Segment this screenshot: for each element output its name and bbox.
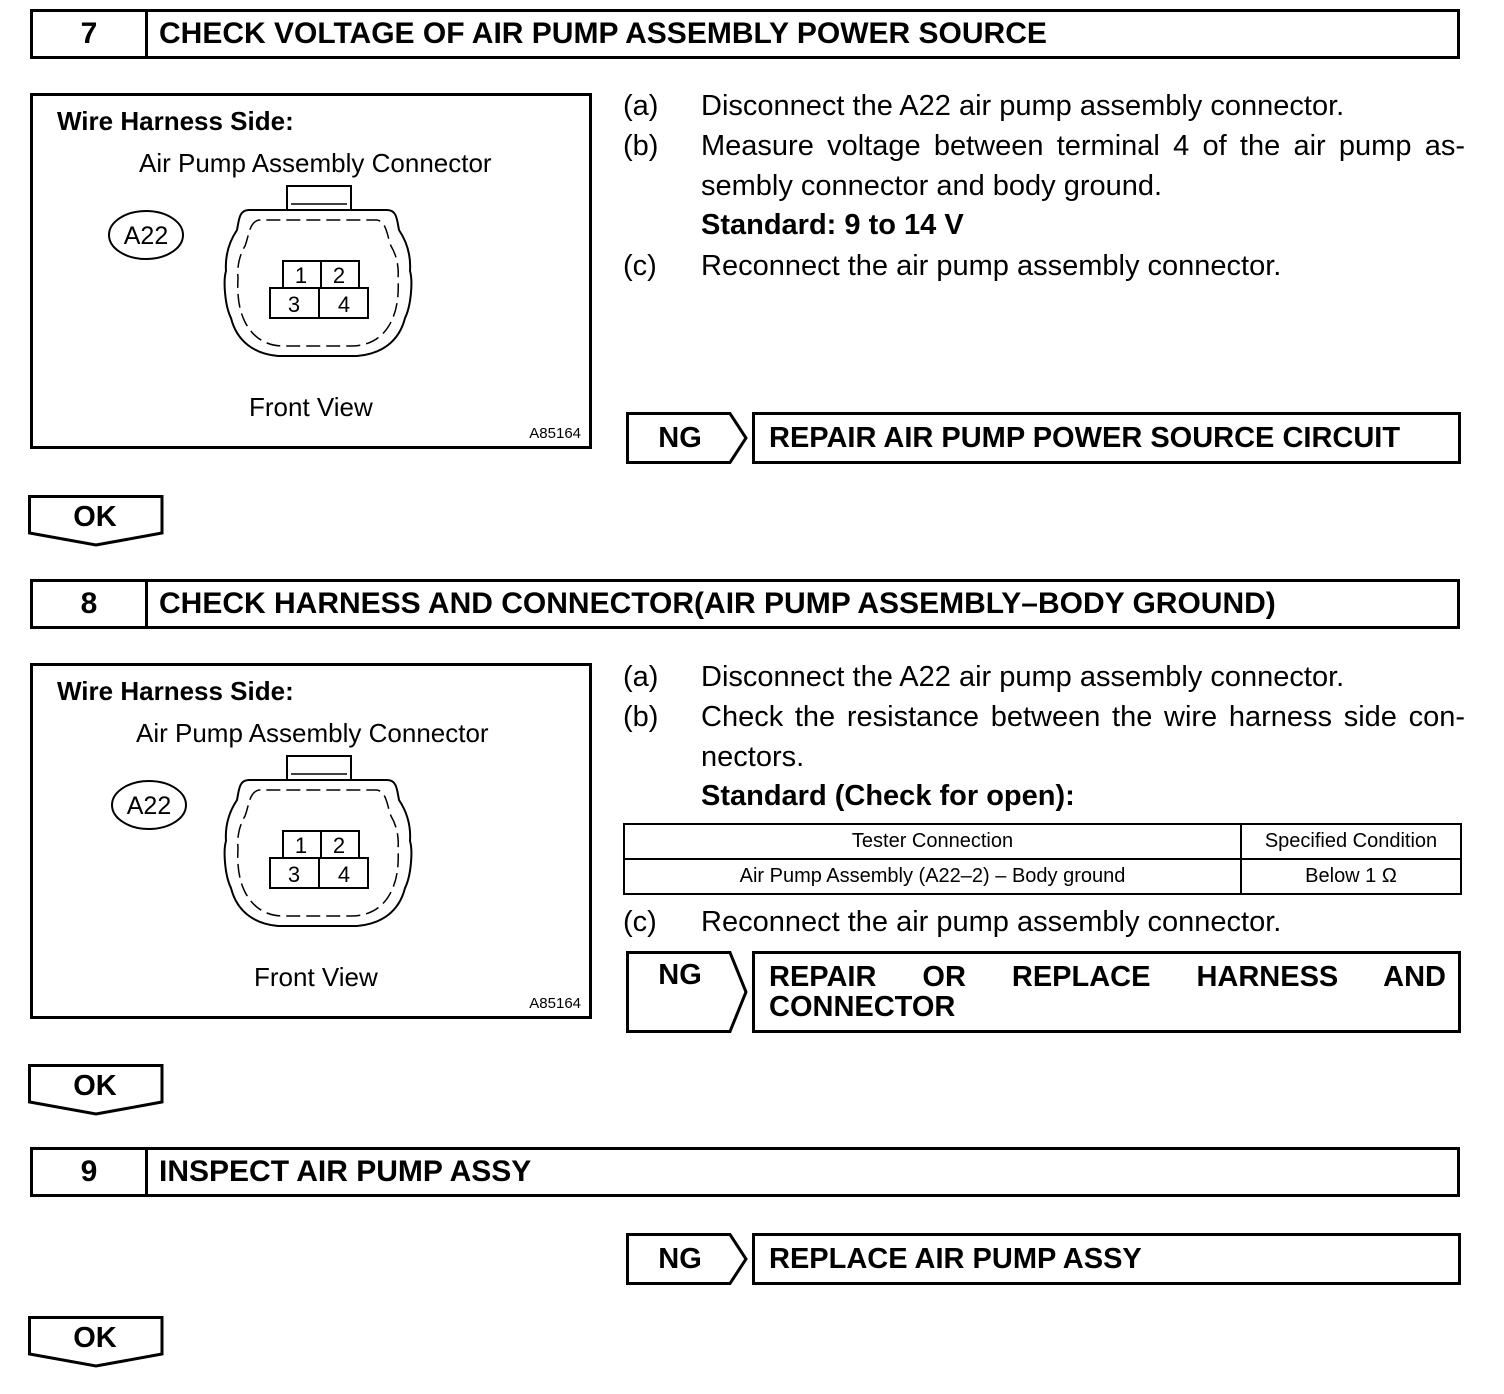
figure-id: A85164 (529, 425, 581, 442)
connector-figure (30, 663, 592, 1019)
ng-indicator (626, 951, 748, 1033)
ng-indicator (626, 412, 748, 464)
pin-1: 1 (294, 833, 308, 858)
front-view-label: Front View (254, 962, 378, 992)
ng-label: NG (658, 959, 702, 991)
step-label: (a) (623, 90, 659, 122)
ng-action: REPLACE AIR PUMP ASSY (752, 1233, 1461, 1285)
pin-4: 4 (337, 862, 351, 887)
step-text: Measure voltage between terminal 4 of the air pump as- sembly connector and body ground. (701, 130, 1465, 202)
step-7-header (30, 9, 1460, 59)
pin-3: 3 (287, 862, 301, 887)
wire-harness-side-label: Wire Harness Side: (57, 106, 294, 136)
step-label: (a) (623, 661, 659, 693)
spec-table (623, 823, 1462, 895)
table-cell: Air Pump Assembly (A22–2) – Body ground (624, 859, 1241, 894)
front-view-label: Front View (249, 392, 373, 422)
table-header-row (624, 824, 1461, 859)
pin-4: 4 (337, 292, 351, 317)
ok-label: OK (73, 1322, 117, 1354)
pin-2: 2 (332, 263, 346, 288)
pin-1: 1 (294, 263, 308, 288)
step-8-header (30, 579, 1460, 629)
connector-code: A22 (123, 222, 169, 250)
ng-action: REPAIR OR REPLACE HARNESS AND CONNECTOR (752, 951, 1461, 1033)
ng-action: REPAIR AIR PUMP POWER SOURCE CIRCUIT (752, 412, 1461, 464)
step-number: 7 (33, 12, 148, 56)
step-text: Check the resistance between the wire harness side con- nectors. (701, 701, 1465, 773)
connector-label: Air Pump Assembly Connector (139, 148, 492, 178)
wire-harness-side-label: Wire Harness Side: (57, 676, 294, 706)
ng-label: NG (658, 1243, 702, 1275)
ok-indicator (28, 1316, 166, 1370)
standard-value: Standard: 9 to 14 V (701, 209, 964, 241)
step-text: Disconnect the A22 air pump assembly connector. (701, 661, 1345, 693)
step-title: CHECK VOLTAGE OF AIR PUMP ASSEMBLY POWER SOURCE (159, 17, 1047, 50)
step-label: (c) (623, 250, 657, 282)
step-title: INSPECT AIR PUMP ASSY (159, 1155, 532, 1188)
table-header: Tester Connection (624, 824, 1241, 859)
table-header: Specified Condition (1241, 824, 1461, 859)
ok-indicator (28, 495, 166, 549)
step-number: 9 (33, 1150, 148, 1194)
pin-2: 2 (332, 833, 346, 858)
figure-id: A85164 (529, 995, 581, 1012)
step-number: 8 (33, 582, 148, 626)
ok-indicator (28, 1064, 166, 1118)
ng-label: NG (658, 422, 702, 454)
step-title: CHECK HARNESS AND CONNECTOR(AIR PUMP ASSEMBLY–BODY GROUND) (159, 587, 1276, 620)
table-row (624, 859, 1461, 894)
step-text: Reconnect the air pump assembly connector. (701, 250, 1282, 282)
ok-label: OK (73, 1070, 117, 1102)
connector-label: Air Pump Assembly Connector (136, 718, 489, 748)
step-text: Disconnect the A22 air pump assembly connector. (701, 90, 1345, 122)
pin-3: 3 (287, 292, 301, 317)
step-label: (c) (623, 906, 657, 938)
ng-indicator (626, 1233, 748, 1285)
connector-code: A22 (126, 792, 172, 820)
connector-figure (30, 93, 592, 449)
step-label: (b) (623, 130, 659, 162)
step-9-header (30, 1147, 1460, 1197)
table-cell: Below 1 Ω (1241, 859, 1461, 894)
ok-label: OK (73, 501, 117, 533)
standard-label: Standard (Check for open): (701, 780, 1075, 812)
step-label: (b) (623, 701, 659, 733)
step-text: Reconnect the air pump assembly connector. (701, 906, 1282, 938)
